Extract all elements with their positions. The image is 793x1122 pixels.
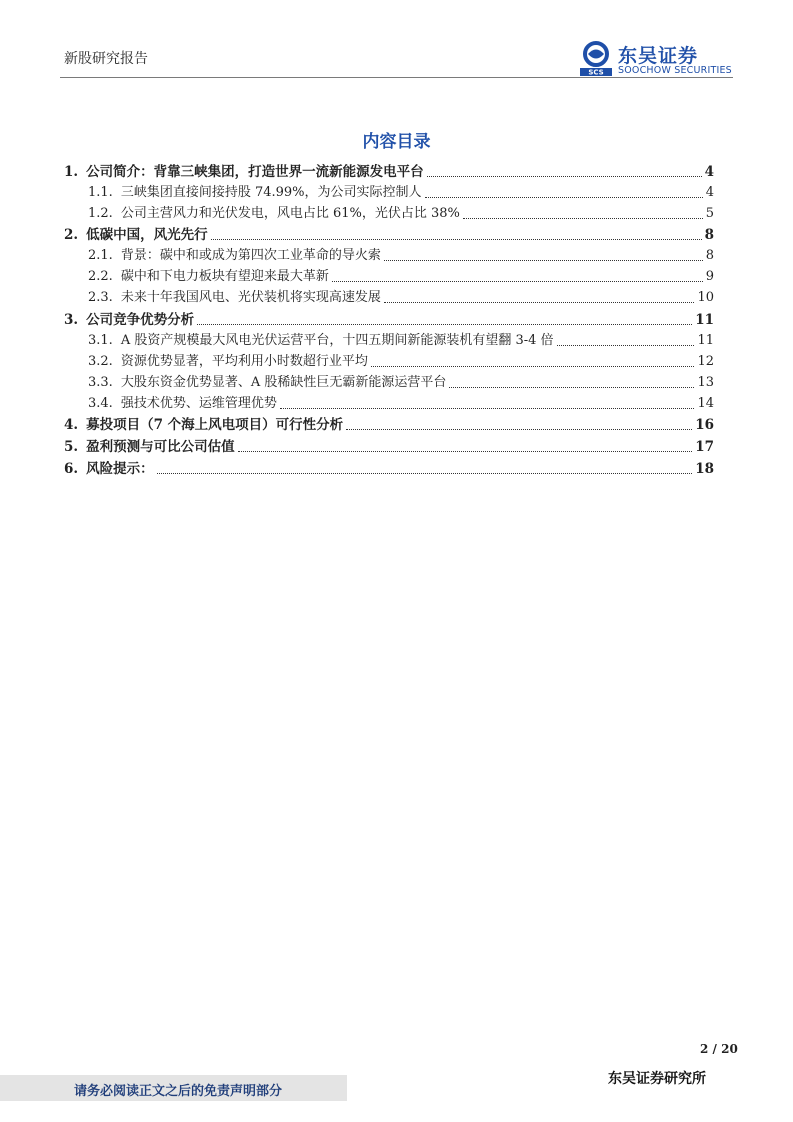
toc-entry-number: 5. [64,438,79,455]
toc-leader-dots [332,280,703,282]
toc-entry-number: 3.4. [88,395,113,411]
toc-leader-dots [238,450,693,452]
toc-entry-title: 公司竞争优势分析 [86,311,195,328]
logo-chinese-name: 东吴证券 [618,45,699,67]
toc-entry-number: 2.3. [88,290,113,306]
toc-entry-title: 大股东资金优势显著、A 股稀缺性巨无霸新能源运营平台 [120,374,447,390]
toc-entry[interactable] [64,307,714,329]
toc-entry-title: 资源优势显著，平均利用小时数超行业平均 [120,353,368,369]
toc-entry-page: 4 [704,163,714,180]
toc-leader-dots [157,472,693,474]
toc-entry[interactable] [64,434,714,456]
page-number: 2 / 20 [700,1042,738,1056]
toc-entry-title: 三峡集团直接间接持股 74.99%，为公司实际控制人 [120,184,422,200]
toc-entry[interactable] [64,392,714,413]
toc-entry-number: 1.2. [88,205,113,221]
toc-entry[interactable] [64,202,714,223]
toc-entry-title: 未来十年我国风电、光伏装机将实现高速发展 [120,290,381,306]
toc-entry-page: 10 [697,290,714,306]
toc-entry[interactable] [64,223,714,245]
toc-entry-number: 2.1. [88,248,113,264]
toc-leader-dots [197,323,692,325]
company-logo [578,41,740,77]
toc-leader-dots [463,217,703,219]
logo-english-name: SOOCHOW SECURITIES [618,65,732,76]
toc-entry-title: 低碳中国，风光先行 [86,227,208,244]
toc-entry-title: 募投项目（7 个海上风电项目）可行性分析 [86,417,344,434]
toc-entry-number: 3.1. [88,332,113,348]
toc-entry[interactable] [64,181,714,202]
toc-leader-dots [384,301,695,303]
toc-entry-page: 12 [697,353,714,369]
toc-entry-number: 1. [64,163,79,180]
footer-institute: 东吴证券研究所 [608,1071,706,1087]
toc-entry[interactable] [64,371,714,392]
report-type-label: 新股研究报告 [64,51,148,67]
toc-leader-dots [425,196,703,198]
toc-entry[interactable] [64,329,714,350]
toc-entry-page: 18 [695,460,714,477]
logo-mark-text: SCS [588,68,604,77]
toc-entry-title: A 股资产规模最大风电光伏运营平台，十四五期间新能源装机有望翻 3-4 倍 [120,332,554,348]
header-divider [60,77,733,78]
toc-entry-page: 13 [697,374,714,390]
toc-leader-dots [427,175,702,177]
toc-entry-page: 11 [695,311,714,328]
toc-entry-number: 1.1. [88,184,113,200]
toc-entry-number: 3. [64,311,79,328]
footer-disclaimer: 请务必阅读正文之后的免责声明部分 [74,1084,283,1099]
toc-entry-number: 3.3. [88,374,113,390]
toc-entry[interactable] [64,244,714,265]
toc-leader-dots [449,386,694,388]
toc-entry[interactable] [64,350,714,371]
toc-leader-dots [211,238,702,240]
toc-entry-title: 风险提示： [86,460,154,477]
toc-leader-dots [371,365,695,367]
toc-leader-dots [384,259,703,261]
toc-entry-page: 16 [695,417,714,434]
toc-entry-page: 17 [695,438,714,455]
toc-entry-page: 14 [697,395,714,411]
toc-entry-title: 强技术优势、运维管理优势 [120,395,277,411]
toc-entry-title: 碳中和下电力板块有望迎来最大革新 [120,269,329,285]
toc-entry-number: 6. [64,460,79,477]
toc-entry[interactable] [64,159,714,181]
toc-entry-title: 背景：碳中和或成为第四次工业革命的导火索 [120,248,381,264]
toc-entry-title: 盈利预测与可比公司估值 [86,438,235,455]
toc-entry-page: 8 [704,227,714,244]
toc-entry-page: 5 [705,205,714,221]
toc-entry-number: 2.2. [88,269,113,285]
toc-title: 内容目录 [362,132,431,152]
toc-entry-page: 11 [697,332,714,348]
toc-entry[interactable] [64,456,714,478]
toc-entry[interactable] [64,265,714,286]
toc-entry[interactable] [64,413,714,435]
toc-leader-dots [557,344,695,346]
toc-leader-dots [346,428,692,430]
toc-leader-dots [280,407,695,409]
table-of-contents [64,159,714,478]
toc-entry-page: 8 [705,248,714,264]
toc-entry-title: 公司简介：背靠三峡集团，打造世界一流新能源发电平台 [86,163,424,180]
toc-entry-number: 3.2. [88,353,113,369]
soochow-logo-icon [578,41,614,77]
toc-entry[interactable] [64,286,714,307]
toc-entry-number: 4. [64,417,79,434]
toc-entry-page: 4 [705,184,714,200]
toc-entry-title: 公司主营风力和光伏发电，风电占比 61%，光伏占比 38% [120,205,460,221]
toc-entry-number: 2. [64,227,79,244]
toc-entry-page: 9 [705,269,714,285]
